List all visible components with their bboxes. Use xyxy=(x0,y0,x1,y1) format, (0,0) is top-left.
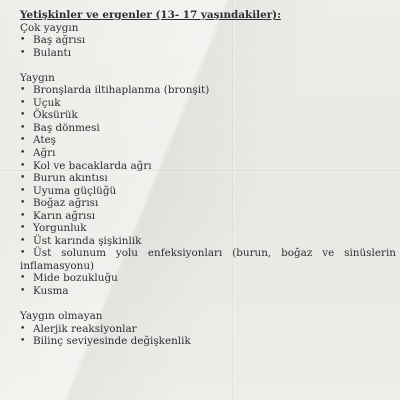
document-heading: Yetişkinler ve ergenler (13- 17 yaşındakiler): xyxy=(20,9,281,21)
list-item: • Karın ağrısı xyxy=(20,210,396,223)
list-item: • Burun akıntısı xyxy=(20,172,396,185)
list-item: • Mide bozukluğu xyxy=(20,272,396,285)
list-item-wrapped xyxy=(20,247,396,272)
list-item: • Bulantı xyxy=(20,47,396,60)
list-item: • Alerjik reaksiyonlar xyxy=(20,323,396,336)
list-common xyxy=(20,84,396,297)
list-item: • Yorgunluk xyxy=(20,222,396,235)
list-item: • Boğaz ağrısı xyxy=(20,197,396,210)
list-item: • Uçuk xyxy=(20,97,396,110)
list-item: • Baş ağrısı xyxy=(20,34,396,47)
side-effects-document xyxy=(20,9,396,348)
section-title-common: Yaygın xyxy=(20,71,55,84)
section-spacer xyxy=(20,59,396,72)
section-title-uncommon: Yaygın olmayan xyxy=(20,310,103,323)
list-uncommon xyxy=(20,323,396,348)
wrapped-item-first-line: • Üst solunum yolu enfeksiyonları (burun, boğaz ve sinüslerin xyxy=(33,247,396,260)
list-item: • Ateş xyxy=(20,134,396,147)
list-item: • Kol ve bacaklarda ağrı xyxy=(20,160,396,173)
section-spacer xyxy=(20,298,396,311)
list-item: • Bilinç seviyesinde değişkenlik xyxy=(20,335,396,348)
list-item: • Uyuma güçlüğü xyxy=(20,185,396,198)
section-title-very-common: Çok yaygın xyxy=(20,21,79,34)
list-item: • Öksürük xyxy=(20,109,396,122)
wrapped-item-continuation: inflamasyonu) xyxy=(20,259,95,272)
list-item: • Kusma xyxy=(20,285,396,298)
list-item: • Bronşlarda iltihaplanma (bronşit) xyxy=(20,84,396,97)
list-very-common xyxy=(20,34,396,59)
list-item: • Ağrı xyxy=(20,147,396,160)
list-item: • Baş dönmesi xyxy=(20,122,396,135)
list-item: • Üst karında şişkinlik xyxy=(20,235,396,248)
